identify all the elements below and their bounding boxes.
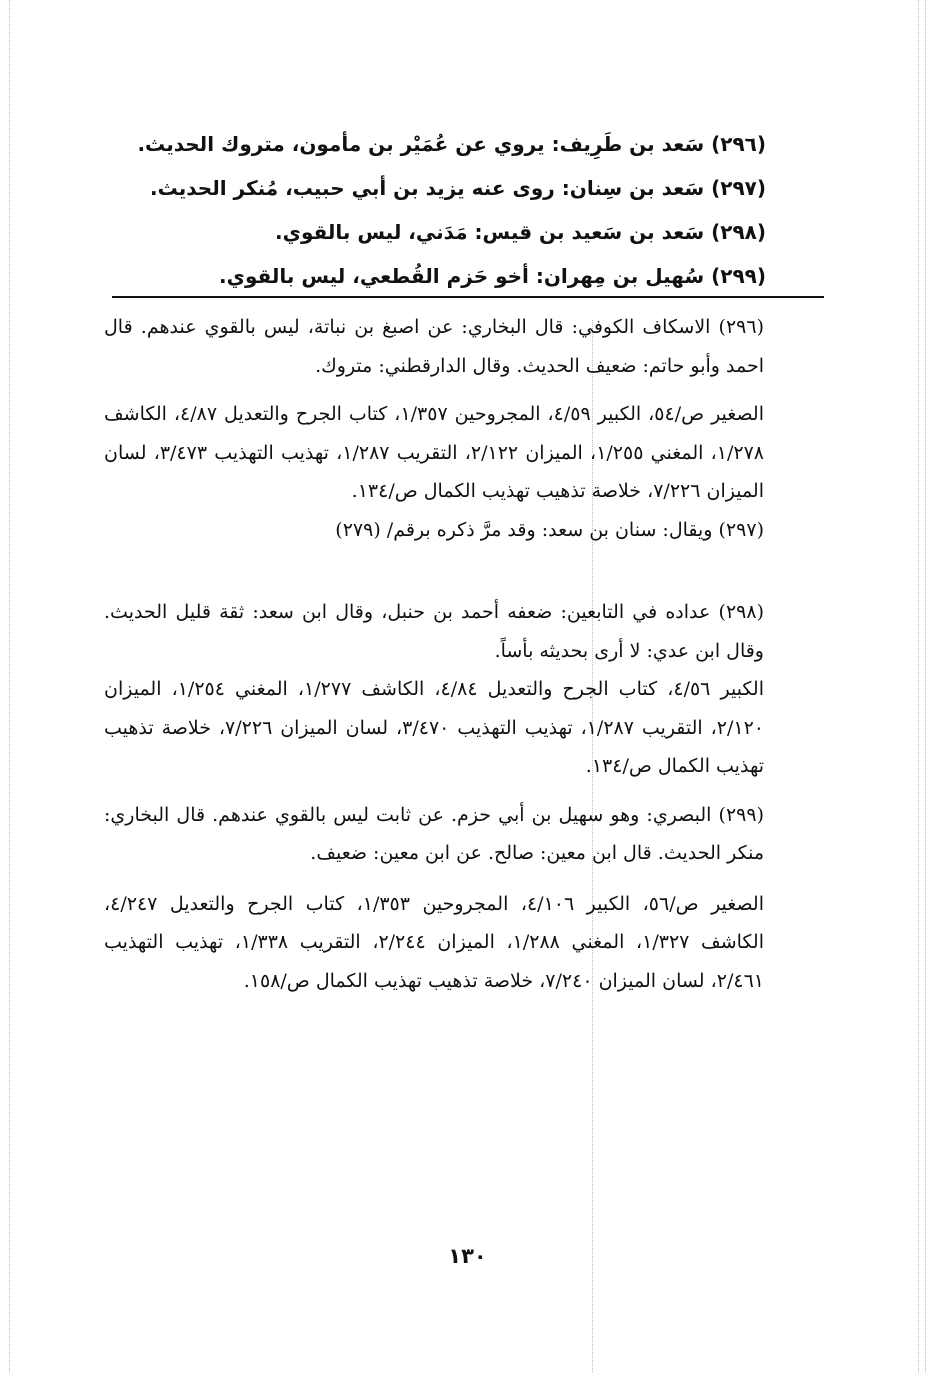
- entry-297: (٢٩٧) سَعد بن سِنان: روى عنه يزيد بن أبي حبيب، مُنكر الحديث.: [149, 176, 766, 200]
- main-entries: [104, 122, 808, 298]
- footnotes: [104, 308, 808, 1000]
- footnote-296-refs: الصغير ص/٥٤، الكبير ٤/٥٩، المجروحين ١/٣٥٧، كتاب الجرح والتعديل ٤/٨٧، الكاشف ١/٢٧٨، المغني ١/٢٥٥، الميزان ٢/١٢٢، التقريب ١/٢٨٧، تهذيب التهذيب ٣/٤٧٣، لسان الميزان ٧/٢٢٦، خلاصة تذهيب تهذيب الكمال ص/١٣٤.: [104, 403, 764, 502]
- footnote-297-text: (٢٩٧) ويقال: سنان بن سعد: وقد مرَّ ذكره برقم/ (٢٧٩): [335, 518, 764, 541]
- footnote-298-refs: الكبير ٤/٥٦، كتاب الجرح والتعديل ٤/٨٤، الكاشف ١/٢٧٧، المغني ١/٢٥٤، الميزان ٢/١٢٠، التقريب ١/٢٨٧، تهذيب التهذيب ٣/٤٧٠، لسان الميزان ٧/٢٢٦، خلاصة تذهيب تهذيب الكمال ص/١٣٤.: [104, 678, 764, 777]
- page-number: ١٣٠: [448, 1244, 487, 1268]
- scan-margin-line: [918, 0, 919, 1373]
- footnote-296-text: (٢٩٦) الاسكاف الكوفي: قال البخاري: عن اصبغ بن نباتة، ليس بالقوي عندهم. قال احمد وأبو حاتم: ضعيف الحديث. وقال الدارقطني: متروك.: [104, 316, 764, 377]
- footnote-299-text: (٢٩٩) البصري: وهو سهيل بن أبي حزم. عن ثابت ليس بالقوي عندهم. قال البخاري: منكر الحديث. قال ابن معين: صالح. عن ابن معين: ضعيف.: [104, 803, 764, 864]
- footnote-299-refs: الصغير ص/٥٦، الكبير ٤/١٠٦، المجروحين ١/٣٥٣، كتاب الجرح والتعديل ٤/٢٤٧، الكاشف ١/٣٢٧، المغني ١/٢٨٨، الميزان ٢/٢٤٤، التقريب ١/٣٣٨، تهذيب التهذيب ٢/٤٦١، لسان الميزان ٧/٢٤٠، خلاصة تذهيب تهذيب الكمال ص/١٥٨.: [104, 892, 764, 992]
- footnote-298-text: (٢٩٨) عداده في التابعين: ضعفه أحمد بن حنبل، وقال ابن سعد: ثقة قليل الحديث. وقال ابن عدي: لا أرى بحديثه بأساً.: [104, 601, 764, 662]
- entry-296: (٢٩٦) سَعد بن طَرِيف: يروي عن عُمَيْر بن مأمون، متروك الحديث.: [137, 132, 766, 156]
- footnote-separator: [112, 296, 824, 298]
- entry-299: (٢٩٩) سُهيل بن مِهران: أخو حَزم القُطعي، ليس بالقوي.: [219, 264, 766, 288]
- scan-margin-line: [9, 0, 10, 1373]
- entry-298: (٢٩٨) سَعد بن سَعيد بن قيس: مَدَني، ليس بالقوي.: [275, 220, 766, 244]
- scan-margin-line: [925, 0, 926, 1373]
